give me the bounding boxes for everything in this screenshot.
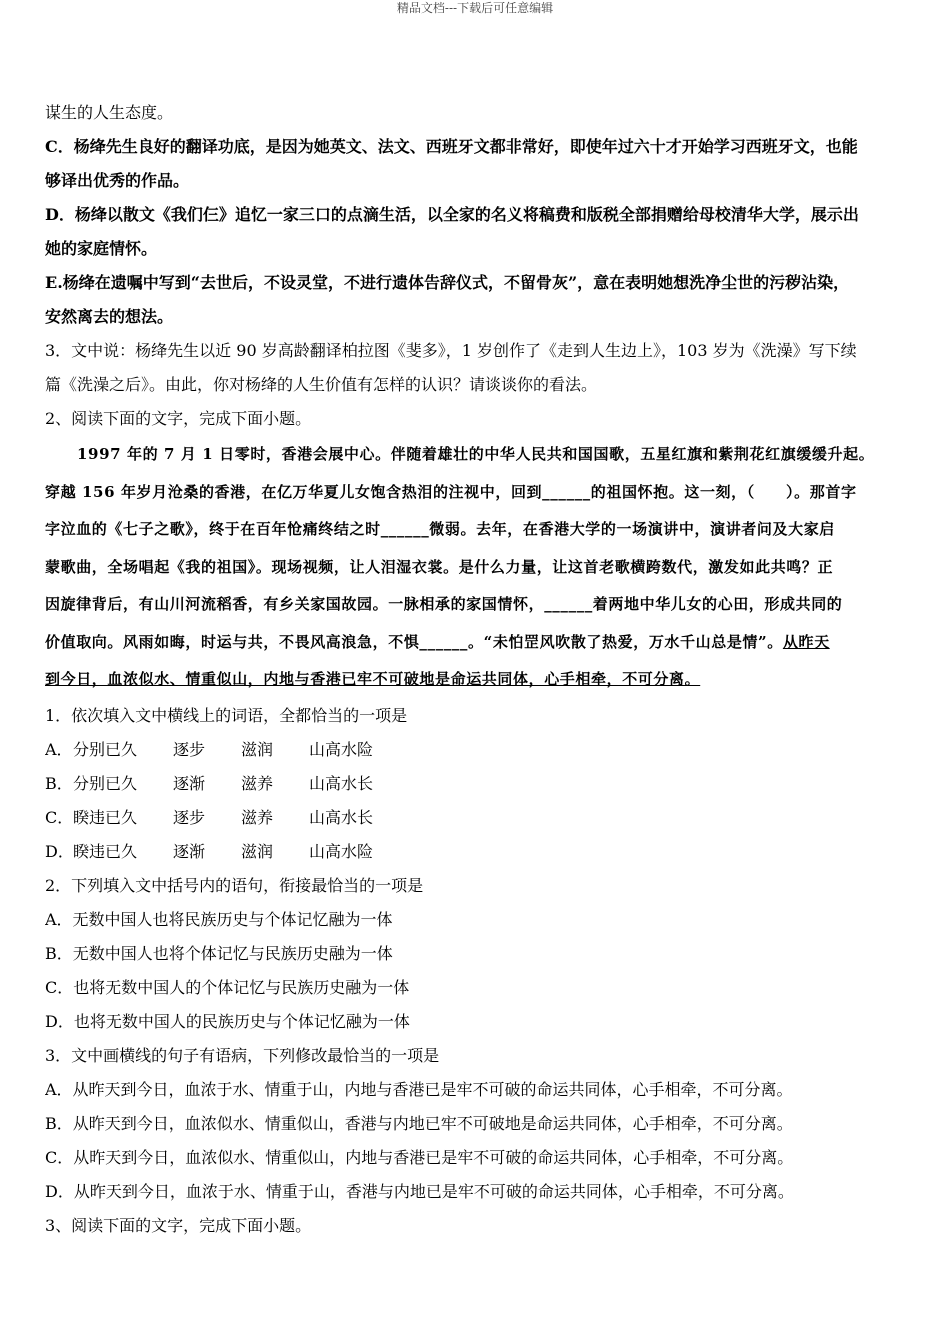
passage-line: 穿越 156 年岁月沧桑的香港，在亿万华夏儿女饱含热泪的注视中，回到______的祖国怀抱。这一刻，（ ）。那首字: [45, 482, 857, 501]
option-word: 滋润: [241, 739, 274, 759]
q3-option-a: A．从昨天到今日，血浓于水、情重于山，内地与香港已是牢不可破的命运共同体，心手相牵，不可分离。: [45, 1079, 793, 1099]
q3-option-c: C．从昨天到今日，血浓似水、情重似山，内地与香港已是牢不可破的命运共同体，心手相牵，不可分离。: [45, 1147, 794, 1167]
option-word: 山高水险: [309, 739, 374, 759]
passage-line: 字泣血的《七子之歌》，终于在百年怆痛终结之时______微弱。去年，在香港大学的一场演讲中，演讲者问及大家启: [45, 520, 835, 538]
text-line: 篇《洗澡之后》。由此，你对杨绛的人生价值有怎样的认识？请谈谈你的看法。: [45, 375, 598, 394]
passage-line: [45, 661, 905, 699]
option-word: 睽违已久: [73, 807, 138, 827]
text-line: 够译出优秀的作品。: [45, 171, 190, 190]
option-word: 逐步: [173, 807, 206, 827]
question-3-line: 3．文中说：杨绛先生以近 90 岁高龄翻译柏拉图《斐多》，1 岁创作了《走到人生边上》，103 岁为《洗澡》写下续: [45, 341, 857, 360]
q1-option-c: [45, 801, 905, 835]
option-e-line: E.杨绛在遗嘱中写到“去世后，不设灵堂，不进行遗体告辞仪式，不留骨灰”，意在表明她想洗净尘世的污秽沾染，: [45, 273, 850, 292]
q1-option-a: [45, 733, 905, 767]
option-word: 分别已久: [73, 739, 138, 759]
option-label: C．: [45, 807, 74, 827]
option-c-line: C．杨绛先生良好的翻译功底，是因为她英文、法文、西班牙文都非常好，即使年过六十才开始学习西班牙文，也能: [45, 137, 858, 156]
option-word: 山高水险: [309, 841, 374, 861]
q1-option-b: [45, 767, 905, 801]
section-3-heading: 3、阅读下面的文字，完成下面小题。: [45, 1215, 312, 1235]
q2-option-b: B．无数中国人也将个体记忆与民族历史融为一体: [45, 943, 393, 963]
q3-option-d: D．从昨天到今日，血浓于水、情重于山，香港与内地已是牢不可破的命运共同体，心手相牵，不可分离。: [45, 1181, 794, 1201]
option-word: 分别已久: [73, 773, 138, 793]
q2-option-d: D．也将无数中国人的民族历史与个体记忆融为一体: [45, 1011, 410, 1031]
option-word: 逐渐: [173, 773, 206, 793]
section-2-heading: 2、阅读下面的文字，完成下面小题。: [45, 409, 312, 428]
question-1-stem: 1．依次填入文中横线上的词语，全都恰当的一项是: [45, 705, 408, 725]
underlined-sentence: 到今日，血浓似水、情重似山，内地与香港已牢不可破地是命运共同体，心手相牵，不可分离。: [45, 670, 701, 688]
reading-passage: [45, 436, 905, 699]
option-label: A．: [45, 739, 73, 759]
q2-option-c: C．也将无数中国人的个体记忆与民族历史融为一体: [45, 977, 410, 997]
option-word: 逐渐: [173, 841, 206, 861]
q3-option-b: B．从昨天到今日，血浓似水、情重似山，香港与内地已牢不可破地是命运共同体，心手相牵，不可分离。: [45, 1113, 793, 1133]
passage-line: 1997 年的 7 月 1 日零时，香港会展中心。伴随着雄壮的中华人民共和国国歌，五星红旗和紫荆花红旗缓缓升起。: [77, 445, 875, 463]
passage-text: 价值取向。风雨如晦，时运与共，不畏风高浪急，不惧______。“未怕罡风吹散了热爱，万水千山总是情”。: [45, 632, 783, 651]
q2-option-a: A．无数中国人也将民族历史与个体记忆融为一体: [45, 909, 393, 929]
option-word: 山高水长: [309, 773, 374, 793]
document-body: [45, 96, 905, 1243]
option-word: 逐步: [173, 739, 206, 759]
passage-line: 蒙歌曲，全场唱起《我的祖国》。现场视频，让人泪湿衣裳。是什么力量，让这首老歌横跨数代，激发如此共鸣？正: [45, 557, 834, 576]
option-d-line: D．杨绛以散文《我们仨》追忆一家三口的点滴生活，以全家的名义将稿费和版税全部捐赠给母校清华大学，展示出: [45, 205, 859, 224]
option-label: B．: [45, 773, 73, 793]
question-3-stem: 3．文中画横线的句子有语病，下列修改最恰当的一项是: [45, 1045, 440, 1065]
passage-line: 因旋律背后，有山川河流稻香，有乡关家国故园。一脉相承的家国情怀，______着两地中华儿女的心田，形成共同的: [45, 595, 843, 613]
option-word: 滋润: [241, 841, 274, 861]
option-word: 滋养: [241, 807, 274, 827]
option-word: 睽违已久: [73, 841, 138, 861]
text-line: 安然离去的想法。: [45, 307, 174, 326]
text-line: 她的家庭情怀。: [45, 239, 158, 258]
underlined-sentence: 从昨天: [782, 632, 830, 651]
page-header: 精品文档---下载后可任意编辑: [396, 1, 554, 15]
option-label: D．: [45, 841, 74, 861]
question-2-stem: 2．下列填入文中括号内的语句，衔接最恰当的一项是: [45, 875, 424, 895]
option-word: 滋养: [241, 773, 274, 793]
q1-option-d: [45, 835, 905, 869]
passage-line: [45, 624, 905, 662]
text-line: 谋生的人生态度。: [45, 103, 174, 122]
option-word: 山高水长: [309, 807, 374, 827]
